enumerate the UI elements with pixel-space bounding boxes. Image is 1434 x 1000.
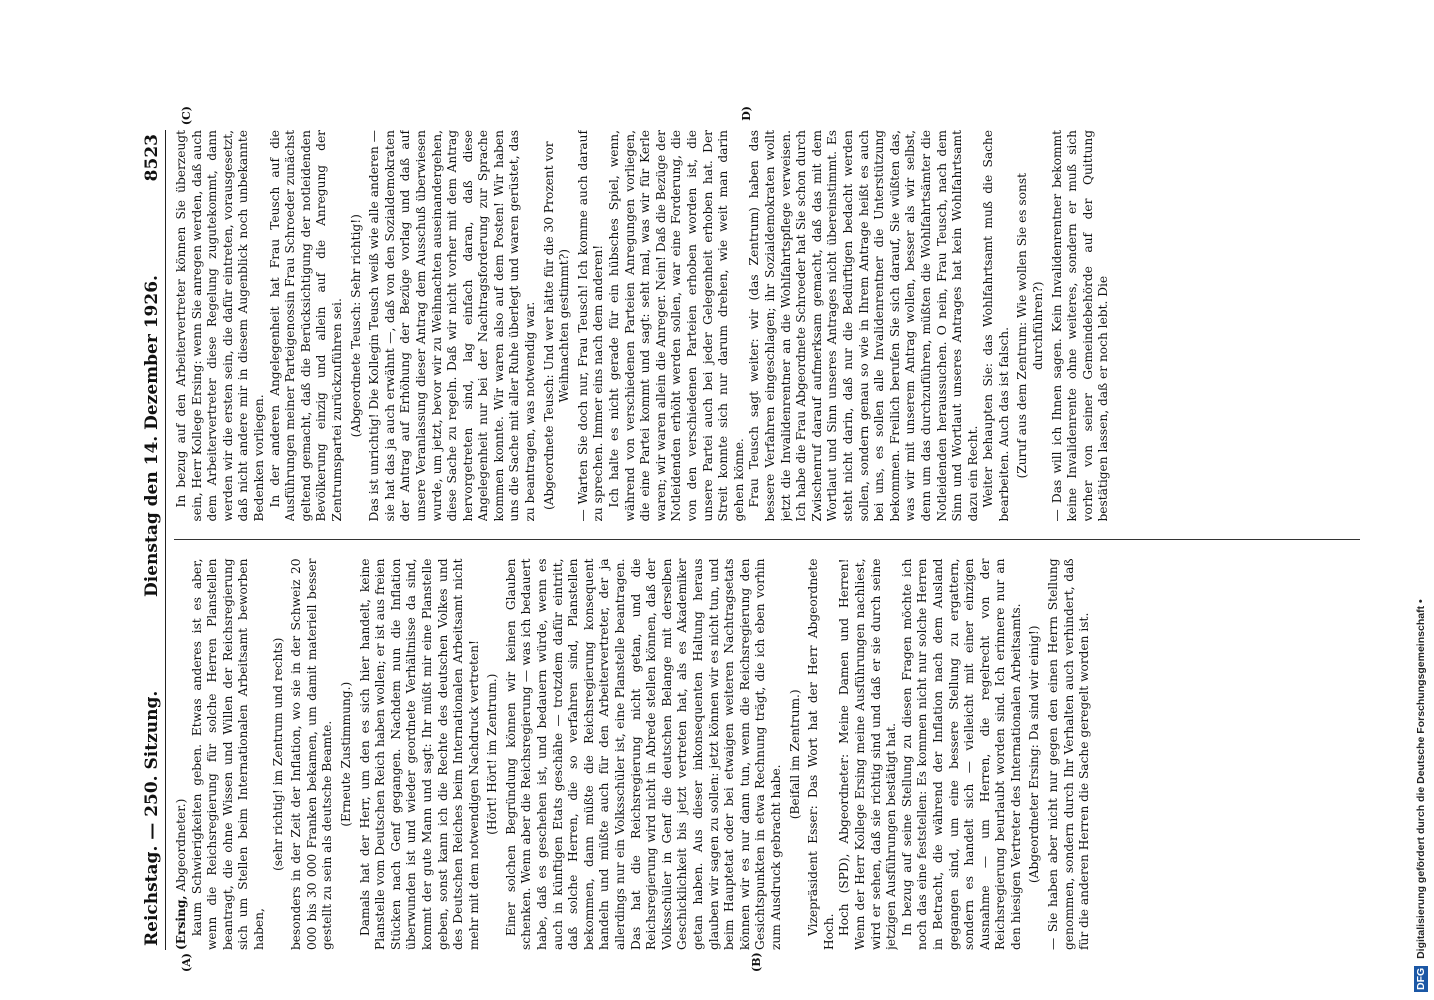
speaker-name: (Ersing, (174, 895, 188, 950)
paragraph: Vizepräsident Esser: Das Wort hat der Herr Abgeordnete Hoch. (806, 558, 836, 950)
speaker-role: Abgeordneter.) (174, 798, 188, 896)
interjection: (Abgeordneter Ersing: Da sind wir einig!) (1027, 625, 1042, 884)
interjection: (Hört! Hört! im Zentrum.) (485, 673, 500, 835)
page-header (140, 130, 166, 950)
paragraph: In der anderen Angelegenheit hat Frau Teusch auf die Ausführungen meiner Parteigenossin Frau Schroeder zunächst geltend gemacht, daß die Berücksichtigung der notleidenden Bevölkerung einzig und allein auf die Anregung der Zentrumspartei zurückzuführen sei. (267, 130, 344, 522)
interjection: (sehr richtig! im Zentrum und rechts) (270, 637, 285, 871)
speaker-line (174, 559, 190, 951)
paragraph: Hoch (SPD), Abgeordneter: Meine Damen und Herren! Wenn der Herr Kollege Ersing meine Ausführungen nachliest, wird er sehen, daß sie richtig sind und daß er sie durch seine jetzigen Ausführungen bestätigt hat. (837, 558, 899, 950)
text-columns (174, 130, 1360, 950)
paragraph: Das ist unrichtig! Die Kollegin Teusch weiß wie alle anderen — sie hat das ja auch erwähnt —, daß von den Sozialdemokraten der Antrag auf Erhöhung der Bezüge vorlag und daß auf unsere Veranlassung dieser Antrag dem Ausschuß überwiesen wurde, um jetzt, bevor wir zu Weihnachten auseinandergehen, diese Sache zu regeln. Daß wir nicht vorher mit dem Antrag hervorgetreten sind, lag einfach daran, daß diese Angelegenheit nur bei der Nachtragsforderung zur Sprache kommen konnte. Wir waren also auf dem Posten! Wir haben uns die Sache mit aller Ruhe überlegt und waren gerüstet, das zu beantragen, was notwendig war. (367, 130, 538, 522)
paragraph: Einer solchen Begründung können wir keinen Glauben schenken. Wenn aber die Reichsregierung — was ich bedauert habe, daß es geschehen ist, und bedauern würde, wenn es auch in künftigen Etats geschähe — trotzdem dafür eintritt, daß solche Herren, die so verfahren sind, Planstellen bekommen, dann müßte die Reichsregierung konsequent handeln und müßte auch für den Arbeitervertreter, der ja allerdings nur ein Volksschüler ist, eine Planstelle beantragen. Das hat die Reichsregierung nicht getan, und die Reichsregierung wird nicht in Abrede stellen können, daß der Volksschüler in Genf die deutschen Belange mit derselben Geschicklichkeit bis jetzt vertreten hat, als es Akademiker getan haben. Aus dieser inkonsequenten Haltung heraus glauben wir sagen zu sollen: jetzt können wir es nicht tun, und beim Hauptetat oder bei etwaigen weiteren Nachtragsetats können wir es nur dann tun, wenn die Reichsregierung den Gesichtspunkten in etwa Rechnung trägt, die ich eben vorhin zum Ausdruck gebracht habe. (503, 558, 783, 950)
digitization-credit-text: Digitalisierung gefördert durch die Deutsche Forschungsgemeinschaft • (1415, 599, 1427, 959)
paragraph: kaum Schwierigkeiten geben. Etwas anderes ist es aber, wenn die Reichsregierung für solche Herren Planstellen beantragt, die ohne Wissen und Willen der Reichsregierung sich um Stellen beim Internationalen Arbeitsamt beworben haben, (189, 558, 266, 950)
paragraph: Damals hat der Herr, um den es sich hier handelt, keine Planstelle vom Deutschen Reich haben wollen; er ist aus freien Stücken nach Genf gegangen. Nachdem nun die Inflation überwunden ist und wieder geordnete Verhältnisse da sind, kommt der gute Mann und sagt: Ihr müßt mir eine Planstelle geben, sonst kann ich die Rechte des deutschen Volkes und des Deutschen Reiches beim Internationalen Arbeitsamt nicht mehr mit dem notwendigen Nachdruck vertreten! (357, 558, 481, 950)
scanned-page-frame (90, 90, 1410, 990)
paragraph: Weiter behaupten Sie: das Wohlfahrtsamt muß die Sache bearbeiten. Auch das ist falsch. (981, 130, 1011, 522)
paragraph: — Das will ich Ihnen sagen. Kein Invalidenrentner bekommt keine Invalidenrente ohne weiteres, sondern er muß sich vorher von seiner Gemeindebehörde auf der Quittung bestätigen lassen, daß er noch lebt. Die (1049, 130, 1111, 522)
column-right (174, 130, 1360, 522)
column-left (174, 559, 1360, 951)
margin-mark-c: (C) (180, 106, 193, 126)
paragraph: — Warten Sie doch nur, Frau Teusch! Ich komme auch darauf zu sprechen. Immer eins nach dem anderen! (575, 130, 606, 522)
header-date: Dienstag den 14. Dezember 1926. (142, 275, 162, 597)
scanned-page (140, 106, 1360, 972)
margin-mark-b: (B) (750, 952, 763, 972)
dfg-logo: DFG (1415, 967, 1427, 990)
paragraph: In bezug auf seine Stellung zu diesen Fragen möchte ich noch das eine feststellen: Es kommen nicht nur solche Herren in Betracht, die während der Inflation nach dem Ausland gegangen sind, um eine bessere Stellung zu ergattern, sondern es handelt sich — vielleicht mit einer einzigen Ausnahme — um Herren, die regelrecht von der Reichsregierung beurlaubt worden sind. Ich erinnere nur an den hiesigen Vertreter des Internationalen Arbeitsamts. (899, 558, 1023, 950)
margin-mark-a: (A) (180, 953, 193, 972)
interjection: (Abgeordnete Teusch: Sehr richtig!) (348, 214, 363, 438)
interjection: (Zuruf aus dem Zentrum: Wie wollen Sie es sonst durchführen?) (1015, 172, 1046, 479)
page-number: 8523 (142, 134, 162, 182)
paragraph: Ich halte es nicht gerade für ein hübsches Spiel, wenn, während von verschiedenen Parteien Anregungen vorliegen, die eine Partei kommt und sagt: seht mal, was wir für Kerle waren; wir waren allein die Anreger. Nein! Daß die Bezüge der Notleidenden erhöht werden sollen, war eine Forderung, die von den verschiedenen Parteien erhoben worden ist, die unsere Partei auch bei jeder Gelegenheit erhoben hat. Der Streit konnte sich nur darum drehen, wie weit man darin gehen könne. (607, 130, 746, 522)
paragraph: In bezug auf den Arbeitervertreter können Sie überzeugt sein, Herr Kollege Ersing: wenn Sie anregen werden, daß auch dem Arbeitervertreter diese Regelung zugutekommt, dann werden wir die ersten sein, die dafür eintreten, vorausgesetzt, daß nicht andere mir in diesem Augenblick noch unbekannte Bedenken vorliegen. (174, 130, 266, 522)
digitization-credit (1414, 8, 1432, 992)
margin-mark-d: D) (740, 106, 753, 121)
interjection: (Abgeordnete Teusch: Und wer hätte für die 30 Prozent vor Weihnachten gestimmt?) (541, 141, 572, 511)
column-divider (174, 540, 1360, 541)
paragraph: Frau Teusch sagt weiter: wir (das Zentrum) haben das bessere Verfahren eingeschlagen; ihr Sozialdemokraten wollt jetzt die Invalidenrentner an die Wohlfahrtspflege verweisen. Ich habe die Frau Abgeordnete Schroeder hat Sie schon durch Zwischenruf darauf aufmerksam gemacht, daß das mit dem Wortlaut und Sinn unseres Antrages nicht übereinstimmt. Es steht nicht darin, daß nur die Bedürftigen bedacht werden sollen, sondern genau so wie in Ihrem Antrage heißt es auch bei uns, es sollen alle Invalidenrentner die Unterstützung bekommen. Freilich berufen Sie sich darauf, Sie wüßten das, was wir mit unserem Antrag wollen, besser als wir selbst, denn um das durchzuführen, müßten die Wohlfahrtsämter die Notleidenden heraussuchen. O nein, Frau Teusch, nach dem Sinn und Wortlaut unseres Antrages hat kein Wohlfahrtsamt dazu ein Recht. (747, 130, 980, 522)
interjection: (Beifall im Zentrum.) (787, 689, 802, 820)
interjection: (Erneute Zustimmung.) (338, 681, 353, 827)
paragraph: besonders in der Zeit der Inflation, wo sie in der Schweiz 20 000 bis 30 000 Franken bekamen, um damit materiell besser gestellt zu sein als deutsche Beamte. (289, 558, 335, 950)
header-session: Reichstag. — 250. Sitzung. (142, 690, 162, 946)
paragraph: — Sie haben aber nicht nur gegen den einen Herrn Stellung genommen, sondern durch Ihr Verhalten auch verhindert, daß für die anderen Herren die Sache geregelt worden ist. (1046, 558, 1092, 950)
